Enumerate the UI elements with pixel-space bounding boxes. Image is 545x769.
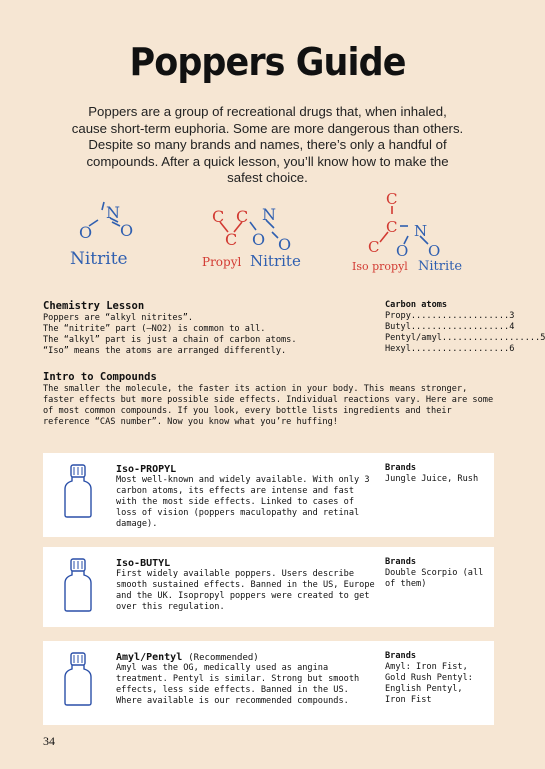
atom-O: O — [252, 230, 266, 249]
carbon-row-value: 4 — [509, 322, 515, 332]
atom-O: O — [79, 223, 93, 242]
chemistry-lesson — [43, 300, 363, 357]
molecule-label: Nitrite — [70, 249, 128, 269]
atom-N: N — [106, 203, 120, 222]
atom-C: C — [236, 207, 249, 226]
atom-C: C — [386, 218, 398, 236]
compounds-intro-heading: Intro to Compounds — [43, 371, 157, 383]
page-title: Poppers Guide — [129, 40, 406, 84]
carbon-row: Butyl ................... 4 — [385, 322, 515, 332]
atom-C: C — [386, 190, 398, 208]
lesson-line: The “nitrite” part (—NO2) is common to all. — [43, 324, 266, 334]
compound-name: Iso-PROPYL — [116, 464, 177, 475]
lesson-line: Poppers are “alkyl nitrites”. — [43, 313, 194, 323]
atom-O: O — [428, 242, 441, 260]
atom-C: C — [225, 230, 238, 249]
brands-heading: Brands — [385, 463, 417, 473]
carbon-row-name: Butyl — [385, 322, 411, 332]
compound-brands — [385, 651, 485, 706]
intro-paragraph: Poppers are a group of recreational drugs that, when inhaled, cause short-term euphoria. Some are more dangerous than others. Despite so many brands and names, there’s only a handful of compounds. After a quick lesson, you’ll know how to make the safest choice. — [71, 104, 464, 185]
carbon-row-value: 5 — [540, 333, 545, 343]
lesson-line: The “alkyl” part is just a chain of carbon atoms. — [43, 335, 297, 345]
carbon-row-value: 6 — [509, 344, 515, 354]
bottle-icon — [63, 557, 93, 613]
brands-heading: Brands — [385, 651, 417, 661]
compound-description: First widely available poppers. Users describe smooth sustained effects. Banned in the US, Europe and the UK. Isopropyl poppers were created to get over this regulation. — [116, 569, 375, 612]
recommended-note: (Recommended) — [188, 653, 259, 663]
carbon-row-name: Pentyl/amyl — [385, 333, 442, 343]
chemistry-lesson-heading: Chemistry Lesson — [43, 300, 145, 312]
compound-name: Amyl/Pentyl (Recommended) — [116, 652, 259, 663]
carbon-atoms-table — [385, 300, 545, 355]
compound-card — [43, 641, 494, 725]
brands-list: Amyl: Iron Fist, Gold Rush Pentyl: English Pentyl, Iron Fist — [385, 662, 473, 705]
atom-O: O — [120, 221, 134, 240]
compound-card — [43, 453, 494, 537]
compounds-intro — [43, 371, 498, 428]
atom-C: C — [368, 238, 380, 256]
page-number: 34 — [43, 734, 55, 748]
carbon-row-name: Hexyl — [385, 344, 411, 354]
bottle-icon — [63, 651, 93, 707]
carbon-atoms-heading: Carbon atoms — [385, 300, 448, 310]
carbon-row: Propy ................... 3 — [385, 311, 515, 321]
compound-brands — [385, 557, 485, 590]
carbon-row-value: 3 — [509, 311, 515, 321]
brands-heading: Brands — [385, 557, 417, 567]
bottle-icon — [63, 463, 93, 519]
compound-brands — [385, 463, 485, 485]
lesson-line: “Iso” means the atoms are arranged differently. — [43, 346, 287, 356]
carbon-row-name: Propy — [385, 311, 411, 321]
atom-O: O — [396, 242, 409, 260]
compound-name: Iso-BUTYL — [116, 558, 171, 569]
isopropyl-nitrite-molecule-drawing — [350, 192, 470, 274]
molecule-label-prefix: Iso propyl — [352, 260, 408, 273]
nitrite-molecule-drawing — [62, 192, 152, 274]
molecule-label: Nitrite — [418, 259, 463, 274]
atom-N: N — [414, 222, 428, 240]
compounds-intro-text: The smaller the molecule, the faster its action in your body. This means stronger, faster effects but more possible side effects. Individual reactions vary. Here are some of most common compounds. If you look, every bottle lists ingredients and their reference “CAS number”. Now you know what you’re huffing! — [43, 384, 494, 427]
atom-O: O — [278, 235, 292, 254]
atom-N: N — [262, 205, 276, 224]
propyl-nitrite-molecule-drawing — [198, 192, 326, 274]
compound-description: Most well-known and widely available. With only 3 carbon atoms, its effects are intense and fast with the most side effects. Linked to cases of loss of vision (poppers maculopathy and retinal damage). — [116, 475, 370, 529]
brands-list: Double Scorpio (all of them) — [385, 568, 484, 589]
carbon-row: Pentyl/amyl ................... 5 — [385, 333, 545, 343]
molecule-label-prefix: Propyl — [202, 255, 242, 269]
brands-list: Jungle Juice, Rush — [385, 474, 479, 484]
atom-C: C — [212, 207, 225, 226]
molecule-label: Nitrite — [250, 252, 301, 270]
compound-description: Amyl was the OG, medically used as angina treatment. Pentyl is similar. Strong but smooth effects, less side effects. Banned in the US. Where available is our recommended compounds. — [116, 663, 360, 706]
compound-card — [43, 547, 494, 627]
carbon-row: Hexyl ................... 6 — [385, 344, 515, 354]
